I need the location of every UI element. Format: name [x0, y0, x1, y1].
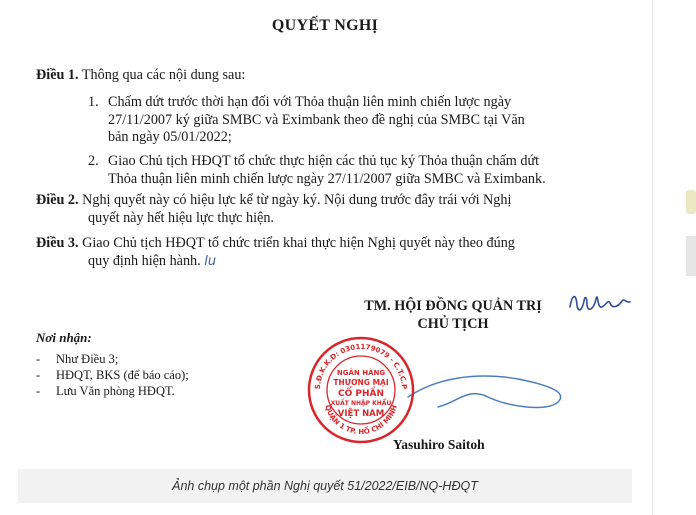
article-2-line: quyết này hết hiệu lực thực hiện. — [88, 209, 274, 226]
item-number: 2. — [88, 153, 99, 169]
article-1-intro: Thông qua các nội dung sau: — [81, 67, 246, 83]
recipients-list — [36, 352, 256, 402]
handwritten-initials: lu — [204, 253, 217, 269]
handwritten-signature — [566, 287, 636, 322]
article-2-label: Điều 2. — [36, 192, 79, 208]
svg-text:CỔ PHẦN: CỔ PHẦN — [337, 389, 385, 399]
signature-role: CHỦ TỊCH — [417, 316, 489, 332]
signature-org: TM. HỘI ĐỒNG QUẢN TRỊ — [364, 298, 542, 314]
article-3-label: Điều 3. — [36, 235, 79, 251]
item-number: 1. — [88, 94, 99, 110]
item-line: bản ngày 05/01/2022; — [108, 129, 232, 145]
article-1-label: Điều 1. — [36, 67, 79, 83]
document-title: QUYẾT NGHỊ — [271, 17, 379, 34]
article-2-line: Nghị quyết này có hiệu lực kể từ ngày ký. Nội dung trước đây trái với Nghị — [82, 192, 512, 208]
signature-block — [348, 298, 558, 333]
signature-swoosh — [398, 357, 598, 427]
list-item: - Như Điều 3; — [36, 352, 119, 366]
svg-text:NGÂN HÀNG: NGÂN HÀNG — [336, 369, 386, 377]
article-3 — [36, 235, 596, 270]
svg-text:XUẤT NHẬP KHẨU: XUẤT NHẬP KHẨU — [330, 400, 392, 407]
article-2 — [36, 192, 596, 227]
svg-text:QUẬN 1 TP. HỒ CHÍ MINH: QUẬN 1 TP. HỒ CHÍ MINH — [323, 404, 399, 437]
sidebar-divider — [652, 0, 653, 515]
list-item: - Lưu Văn phòng HĐQT. — [36, 384, 175, 398]
article-3-line: Giao Chủ tịch HĐQT tổ chức triển khai thực hiện Nghị quyết này theo đúng — [82, 235, 515, 251]
sidebar-widget-edge — [686, 236, 696, 276]
item-line: 27/11/2007 ký giữa SMBC và Eximbank theo đề nghị của SMBC tại Văn — [108, 111, 525, 128]
item-line: Thỏa thuận liên minh chiến lược ngày 27/11/2007 giữa SMBC và Eximbank. — [108, 170, 546, 187]
svg-text:THƯƠNG MẠI: THƯƠNG MẠI — [333, 378, 389, 387]
document-page — [18, 0, 632, 468]
signer-name: Yasuhiro Saitoh — [393, 437, 485, 452]
article-1-item-1 — [88, 94, 608, 149]
list-item: - HĐQT, BKS (để báo cáo); — [36, 368, 189, 382]
item-line: Chấm dứt trước thời hạn đối với Thỏa thuận liên minh chiến lược ngày — [108, 94, 512, 110]
article-1-heading — [36, 67, 245, 85]
svg-text:VIỆT NAM: VIỆT NAM — [337, 409, 385, 419]
article-1-item-2 — [88, 153, 628, 189]
sidebar-widget-edge — [686, 190, 696, 214]
item-line: Giao Chủ tịch HĐQT tổ chức thực hiện các thủ tục ký Thỏa thuận chấm dứt — [108, 153, 540, 169]
svg-text:S.Đ.K.K.D: 0301179079 - C.T.C.: S.Đ.K.K.D: 0301179079 - C.T.C.P — [313, 342, 409, 390]
company-seal — [306, 335, 416, 445]
recipients-heading: Nơi nhận: — [36, 330, 92, 345]
image-caption: Ảnh chụp một phần Nghị quyết 51/2022/EIB/NQ-HĐQT — [18, 469, 632, 503]
article-3-line: quy định hiện hành. — [88, 252, 201, 269]
